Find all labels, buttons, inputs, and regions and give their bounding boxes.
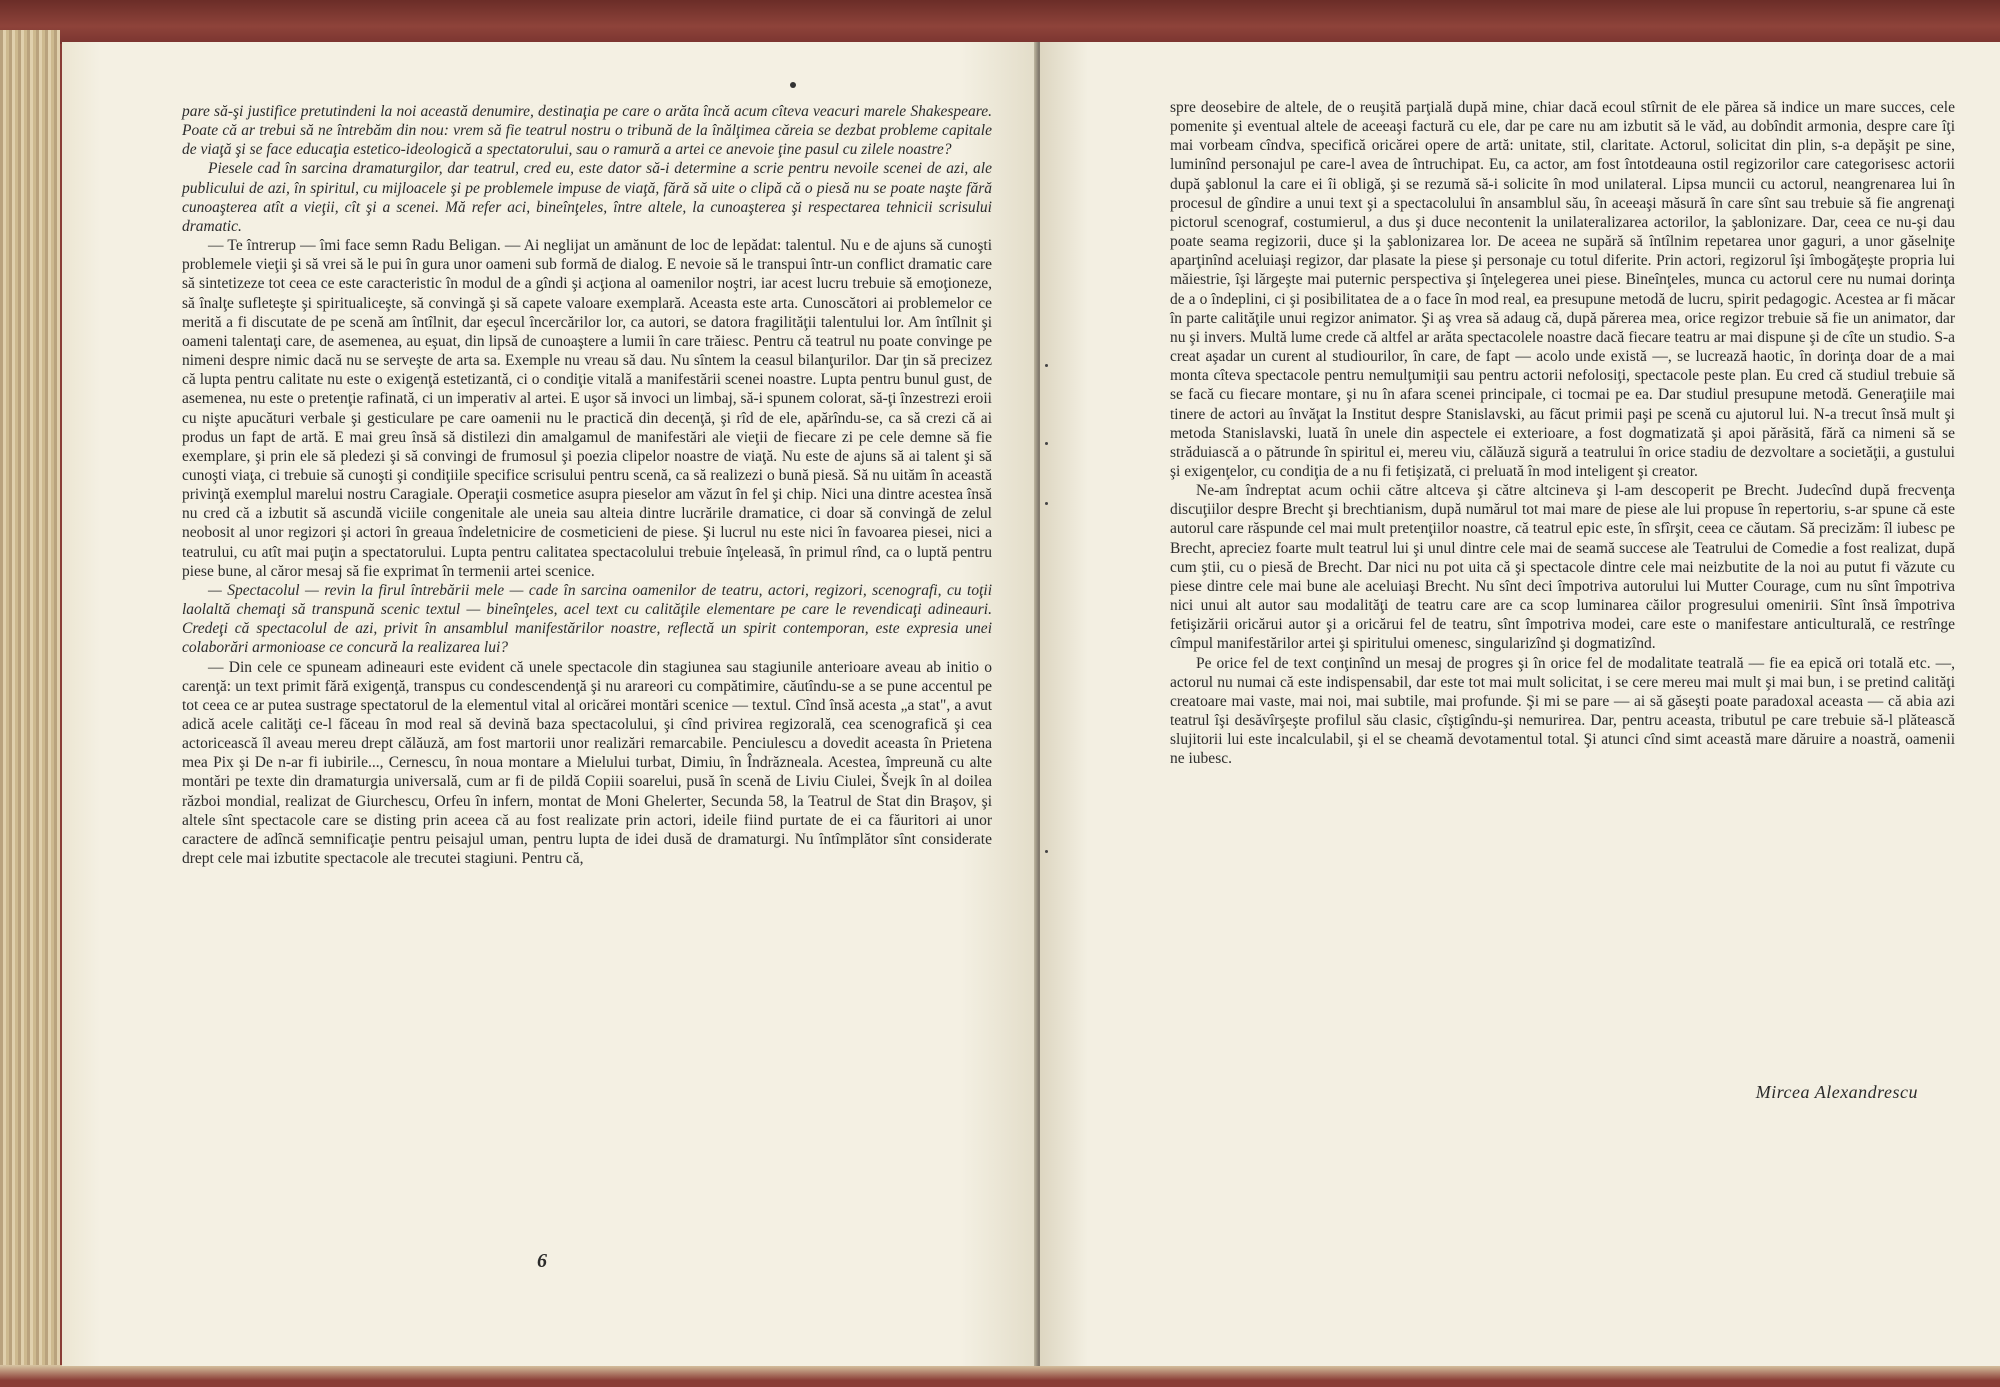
right-page — [1040, 42, 2000, 1366]
right-page-text — [1170, 98, 1955, 768]
margin-dot — [1045, 364, 1048, 367]
margin-dot — [1045, 442, 1048, 445]
page-stack-edge — [0, 30, 60, 1387]
author-signature: Mircea Alexandrescu — [1755, 1082, 1918, 1102]
margin-dot — [1045, 502, 1048, 505]
left-page — [62, 42, 1038, 1366]
paragraph: Pe orice fel de text conţinînd un mesaj de progres şi în orice fel de modalitate teatrală — fie ea epică ori totală etc. —, actorul nu numai că este indispensabil, dar este tot mai mult solicitat, i se cere mereu mai mult şi mai bun, i se pretind calităţi creatoare mai vaste, mai noi, mai subtile, mai profunde. Şi mi se pare — ai să găseşti poate paradoxal aceasta — că abia azi teatrul îşi desăvîrşeşte profilul său clasic, cîştigîndu-şi nemurirea. Dar, pentru aceasta, tributul pe care trebuie să-l plătească slujitorii lui este incalculabil, şi el se cheamă devotamentul total. Şi atunci cînd simt această mare dăruire a noastră, oamenii ne iubesc. — [1170, 654, 1955, 768]
bullet-mark — [790, 82, 796, 88]
paragraph: spre deosebire de altele, de o reuşită parţială după mine, chiar dacă ecoul stîrnit de ele părea să indice un mare succes, cele pomenite şi eventual altele de aceeaşi factură cu ele, dar pe care nu am izbutit să le văd, au dobîndit armonia, despre care îţi mai vorbeam cîndva, specifică oricărei opere de artă: unitate, stil, claritate. Actorul, solicitat din plin, s-a depăşit pe sine, luminînd personajul pe care-l avea de întruchipat. Eu, ca actor, am fost întotdeauna ostil regizorilor care categorisesc actorii după şablonul la care ei îi obligă, şi se rezumă să-i solicite în mod unilateral. Lipsa muncii cu actorul, neangrenarea lui în procesul de gîndire a unui text şi a spectacolului în ansamblul său, în aceeaşi măsură în care sînt sau trebuie să fie angrenaţi pictorul scenograf, costumierul, a dus şi duce necontenit la unilateralizarea actorilor, la şablonizare. Dar, ceea ce nu-şi dau poate seama regizorii, duce şi la şablonizarea lor. De aceea ne supără să întîlnim repetarea unor gaguri, a unor găselniţe aparţinînd aceluiaşi regizor, dar plasate la piese şi personaje cu totul diferite. Prin actori, regizorul îşi îmbogăţeşte propria lui măiestrie, îşi lărgeşte mai puternic perspectiva şi înţelegerea unei piese. Bineînţeles, munca cu actorul cere nu numai dorinţa de a o îndeplini, ci şi posibilitatea de a o face în mod real, ea presupune metodă de lucru, spirit pedagogic. Acestea ar fi măcar în parte calităţile unui regizor animator. Şi aş vrea să adaug că, după părerea mea, orice regizor trebuie să fie un animator, dar nu şi invers. Multă lume crede că altfel ar arăta spectacolele noastre dacă fiecare teatru ar mai dispune şi de cîte un studio. S-a creat aşadar un curent al studiourilor, în care, de fapt — acolo unde există —, se lucrează haotic, în dorinţa doar de a mai monta cîteva spectacole pentru nemulţumiţii sau pentru actorii nefolosiţi, spectacole peste plan. Eu cred că studiul trebuie să se facă cu fiecare montare, şi nu în afara scenei principale, ci tocmai pe ea. Dar studiul presupune metodă. Generaţiile mai tinere de actori au învăţat la Institut despre Stanislavski, au făcut primii paşi pe scenă cu ajutorul lui. N-a trecut însă mult şi metoda Stanislavski, luată în unele din aspectele ei exterioare, a fost dogmatizată şi apoi părăsită, fără ca nimeni să se străduiască a o pătrunde în spiritul ei, mereu viu, călăuză sigură a teatrului în orice stadiu de dezvoltare a societăţii, a gustului şi exigenţelor, cu condiţia de a nu fi fetişizată, ci preluată în mod inteligent şi creator. — [1170, 99, 1955, 480]
paragraph: — Din cele ce spuneam adineauri este evident că unele spectacole din stagiunea sau stagiunile anterioare aveau ab initio o carenţă: un text primit fără exigenţă, transpus cu condescendenţă şi nu arareori cu compătimire, căutîndu-se a se pune accentul pe tot ceea ce ar putea sustrage spectatorul de la elementul vital al oricărei montări scenice — textul. Cînd însă acesta „a stat", a avut adică acele calităţi ce-l făceau în mod real să devină baza spectacolului, şi cînd privirea regizorală, cea scenografică şi cea actoricească îl aveau mereu drept călăuză, am fost martorii unor realizări remarcabile. Penciulescu a dovedit aceasta în Prietena mea Pix şi De n-ar fi iubirile..., Cernescu, în noua montare a Mielului turbat, Dimiu, în Îndrăzneala. Acestea, împreună cu alte montări pe texte din dramaturgia universală, cum ar fi de pildă Copiii soarelui, pusă în scenă de Liviu Ciulei, Švejk în al doilea război mondial, realizat de Giurchescu, Orfeu în infern, montat de Moni Ghelerter, Secunda 58, la Teatrul de Stat din Braşov, şi altele sînt spectacole care se disting prin aceea că au fost realizate prin actori, ideile fiind purtate de ei ca făuritori ai unor caractere de adîncă semnificaţie pentru peisajul uman, pentru lupta de idei dusă de dramaturgi. Nu întîmplător sînt considerate drept cele mai izbutite spectacole ale trecutei stagiuni. Pentru că, — [182, 658, 992, 868]
paragraph: — Te întrerup — îmi face semn Radu Beligan. — Ai neglijat un amănunt de loc de lepădat: talentul. Nu e de ajuns să cunoşti problemele vieţii şi să vrei să le pui în gura unor oameni sub formă de dialog. E nevoie să le transpui într-un conflict dramatic care să sintetizeze tot ceea ce este caracteristic în modul de a gîndi şi acţiona al oamenilor noştri, iar acest lucru trebuie să emoţioneze, să înalţe sufleteşte şi spiritualiceşte, să convingă şi să capete valoare exemplară. Aceasta este arta. Cunoscători ai problemelor ce merită a fi discutate de pe scenă am întîlnit, dar eşecul încercărilor lor, ca autori, se datora fragilităţii talentului lor. Am întîlnit şi oameni talentaţi care, de asemenea, au eşuat, din lipsă de cunoaştere a lumii în care trăiesc. Pentru că teatrul nu poate convinge pe nimeni despre nimic dacă nu se serveşte de arta sa. Exemple nu vreau să dau. Nu sîntem la ceasul bilanţurilor. Dar ţin să precizez că lupta pentru calitate nu este o exigenţă estetizantă, ci o condiţie vitală a manifestării scenei noastre. Lupta pentru bunul gust, de asemenea, nu este o pretenţie rafinată, ci un imperativ al artei. E uşor să invoci un limbaj, să-i spunem colorat, să-ţi înzestrezi eroii cu nişte apucături verbale şi gesticulare pe care oamenii nu le practică din decenţă, şi rîd de ele, apărîndu-se, ca să crezi că ai produs un fapt de artă. E mai greu însă să distilezi din amalgamul de manifestări ale vieţii de fiecare zi pe cele demne să fie exemplare, şi prin ele să pledezi şi să convingi de frumosul şi poezia clipelor noastre de viaţă. Nu este de ajuns să ai talent şi să cunoşti viaţa, ci trebuie să cunoşti şi condiţiile specifice scrisului pentru scenă, ca să realizezi o bună piesă. Să nu uităm în această privinţă exemplul marelui nostru Caragiale. Operaţii cosmetice asupra pieselor am văzut în fel şi chip. Nici una dintre acestea însă nu cred că a izbutit să ascundă viciile congenitale ale uneia sau alteia dintre lucrările dramatice, ci doar să convingă de zelul neobosit al unor regizori şi actori în greaua îndeletnicire de cosmeticieni de piese. Şi lucrul nu este nici în favoarea piesei, nici a teatrului, cu atît mai puţin a spectatorului. Lupta pentru calitatea spectacolului trebuie înţeleasă, în primul rînd, ca o luptă pentru piese bune, al căror mesaj să fie exprimat în termenii artei scenice. — [182, 237, 992, 580]
margin-dot — [1045, 850, 1048, 853]
left-page-text — [182, 102, 992, 868]
page-number: 6 — [537, 1250, 547, 1272]
book-binding-top — [0, 0, 2000, 44]
paragraph: Piesele cad în sarcina dramaturgilor, dar teatrul, cred eu, este dator să-i determine a scrie pentru nevoile scenei de azi, ale publicului de azi, în spiritul, cu mijloacele şi pe problemele impuse de viaţă, fără să uite o clipă că o piesă nu se poate naşte fără cunoaşterea atît a vieţii, cît şi a scenei. Mă refer aci, bineînţeles, între altele, la cunoaşterea şi respectarea tehnicii scrisului dramatic. — [182, 160, 992, 235]
paragraph: pare să-şi justifice pretutindeni la noi această denumire, destinaţia pe care o arăta încă acum cîteva veacuri marele Shakespeare. Poate că ar trebui să ne întrebăm din nou: vrem să fie teatrul nostru o tribună de la înălţimea căreia se dezbat probleme capitale de viaţă şi se face educaţia estetico-ideologică a spectatorului, sau o ramură a artei ce anevoie ţine pasul cu zilele noastre? — [182, 103, 992, 159]
book-binding-bottom — [0, 1365, 2000, 1387]
paragraph: — Spectacolul — revin la firul întrebării mele — cade în sarcina oamenilor de teatru, actori, regizori, scenografi, cu toţii laolaltă chemaţi să transpună scenic textul — bineînţeles, acel text cu calităţile elementare pe care le revendicaţi adineauri. Credeţi că spectacolul de azi, privit în ansamblul manifestărilor noastre, reflectă un spirit contemporan, este expresia unei colaborări armonioase ce concură la realizarea lui? — [182, 581, 992, 657]
paragraph: Ne-am îndreptat acum ochii către altceva şi către altcineva şi l-am descoperit pe Brecht. Judecînd după frecvenţa discuţiilor despre Brecht şi brechtianism, după numărul tot mai mare de piese ale lui propuse în repertoriu, s-ar spune că este autorul care răspunde cel mai mult pretenţiilor noastre, că teatrul epic este, în sfîrşit, ceea ce căutam. Să precizăm: îl iubesc pe Brecht, apreciez foarte mult teatrul lui şi unul dintre cele mai de seamă succese ale Teatrului de Comedie a fost realizat, după cum ştii, cu o piesă de Brecht. Dar nici nu pot uita că şi spectacole dintre cele mai neizbutite de la noi au putut fi văzute cu piese dintre cele mai bune ale aceluiaşi Brecht. Nu sînt deci împotriva autorului lui Mutter Courage, cum nu sînt împotriva nici unui alt autor sau modalităţi de teatru care are ca scop luminarea căilor progresului omenirii. Sînt însă împotriva fetişizării oricărui autor şi a oricărui fel de teatru, sînt împotriva modei, care este o manifestare anticulturală, ce restrînge cîmpul manifestărilor artei şi spiritului omenesc, singularizînd şi dogmatizînd. — [1170, 482, 1955, 653]
